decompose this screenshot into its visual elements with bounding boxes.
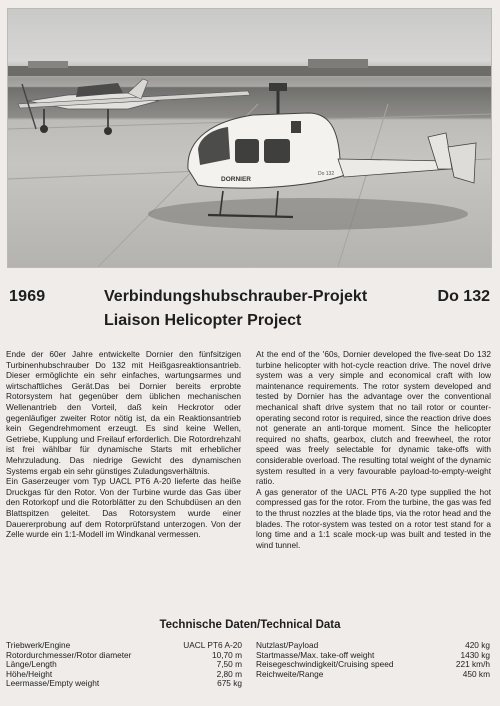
title-row [0, 288, 500, 310]
spec-row [6, 679, 242, 689]
fuselage-marking: DORNIER [221, 176, 251, 183]
spec-value: 420 kg [465, 640, 490, 650]
tail-marking: Do 132 [318, 171, 335, 177]
spec-label: Startmasse/Max. take-off weight [256, 649, 375, 660]
spec-value: 675 kg [217, 678, 242, 689]
spec-value: 1430 kg [460, 649, 490, 660]
specs-right-column [256, 641, 490, 679]
helicopter-shadow [148, 198, 468, 230]
spec-row [256, 670, 490, 680]
spec-label: Rotordurchmesser/Rotor diameter [6, 649, 132, 660]
german-paragraph: Ende der 60er Jahre entwickelte Dornier den fünfsitzigen Turbinenhubschrauber Do 132 mit Heißgasreaktionsantrieb. Dieser ermöglichte ein sehr einfaches, wartungsarmes und wirtschaftliches Gerät.Das bei Dornier bereits erprobte Rotorsystem hat gegenüber dem üblichen mechanischen Wellenantrieb den Vorteil, daß kein Heckrotor oder gegenläufiger zweiter Rotor nötig ist, da ein Reaktionsantrieb kein Gegendrehmoment erzeugt. Es sind keine Wellen, Getriebe, Kupplung und Freilauf erforderlich. Die Rotordrehzahl ist frei wählbar für dynamische Starts mit erheblicher Mehrzuladung. Das niedrige Gewicht des dynamischen Systems ergab ein sehr günstiges Zuladungsverhältnis. [6, 349, 241, 476]
german-paragraph: Ein Gaserzeuger vom Typ UACL PT6 A-20 lieferte das heiße Druckgas für den Rotor. Von der Turbine wurde das Gas über den Rotorkopf und die Rotorblätter zu den Schubdüsen an den Blattspitzen geleitet. Das Rotorsystem wurde einer Dauererprobung auf dem Rotorprüfstand unterzogen. Von der Zelle wurde ein 1:1-Modell im Windkanal vermessen. [6, 476, 241, 540]
horizon-hangar [28, 61, 68, 68]
helicopter-photo [7, 8, 492, 268]
spec-label: Reisegeschwindigkeit/Cruising speed [256, 659, 394, 670]
spec-label: Länge/Length [6, 659, 57, 670]
spec-label: Nutzlast/Payload [256, 640, 319, 650]
title-english: Liaison Helicopter Project [104, 312, 302, 329]
spec-value: 10,70 m [212, 649, 242, 660]
spec-value: UACL PT6 A-20 [183, 640, 242, 650]
specs-left-column [6, 641, 242, 689]
spec-value: 7,50 m [216, 659, 242, 670]
tarmac-joint [338, 104, 388, 267]
spec-label: Reichweite/Range [256, 668, 324, 679]
english-paragraph: A gas generator of the UACL PT6 A-20 type supplied the hot compressed gas for the rotor. From the turbine, the gas was fed to the thrust nozzles at the blade tips, via the rotor head and the blades. The rotor-system was tested on a rotor test stand for a long time and a 1:1 scale mock-up was built and tested in the wind tunnel. [256, 486, 491, 550]
horizon-trees [8, 66, 491, 76]
year: 1969 [9, 288, 46, 305]
photo-scene [8, 9, 491, 267]
spec-value: 450 km [462, 668, 490, 679]
english-paragraph: At the end of the '60s, Dornier developed the five-seat Do 132 turbine helicopter with hot-cycle reaction drive. The novel drive system was a very simple and economical craft with low maintenance requirements. The rotor system developed and tested by Dornier has the advantage over the conventional mechanical shaft drive system that no tail rotor or counter-operating second rotor is required, since the reaction drive does not generate an anti-torque moment. Since the helicopter required no shafts, gearbox, clutch and freewheel, the rotor speed was freely selectable for dynamic take-offs with considerable overload. The resulting total weight of the dynamic system resulted in a very favourable payload-to-empty-weight ratio. [256, 349, 491, 487]
german-text-column [6, 349, 241, 540]
spec-label: Triebwerk/Engine [6, 640, 71, 650]
spec-label: Höhe/Height [6, 668, 53, 679]
spec-label: Leermasse/Empty weight [6, 678, 100, 689]
horizon-building [308, 59, 368, 68]
do132-helicopter [188, 83, 476, 217]
technical-data-title: Technische Daten/Technical Data [159, 619, 341, 631]
model-designation: Do 132 [437, 288, 490, 305]
english-text-column [256, 349, 491, 550]
spec-value: 2,80 m [216, 668, 242, 679]
title-german: Verbindungshubschrauber-Projekt [104, 288, 368, 305]
spec-value: 221 km/h [455, 659, 490, 670]
